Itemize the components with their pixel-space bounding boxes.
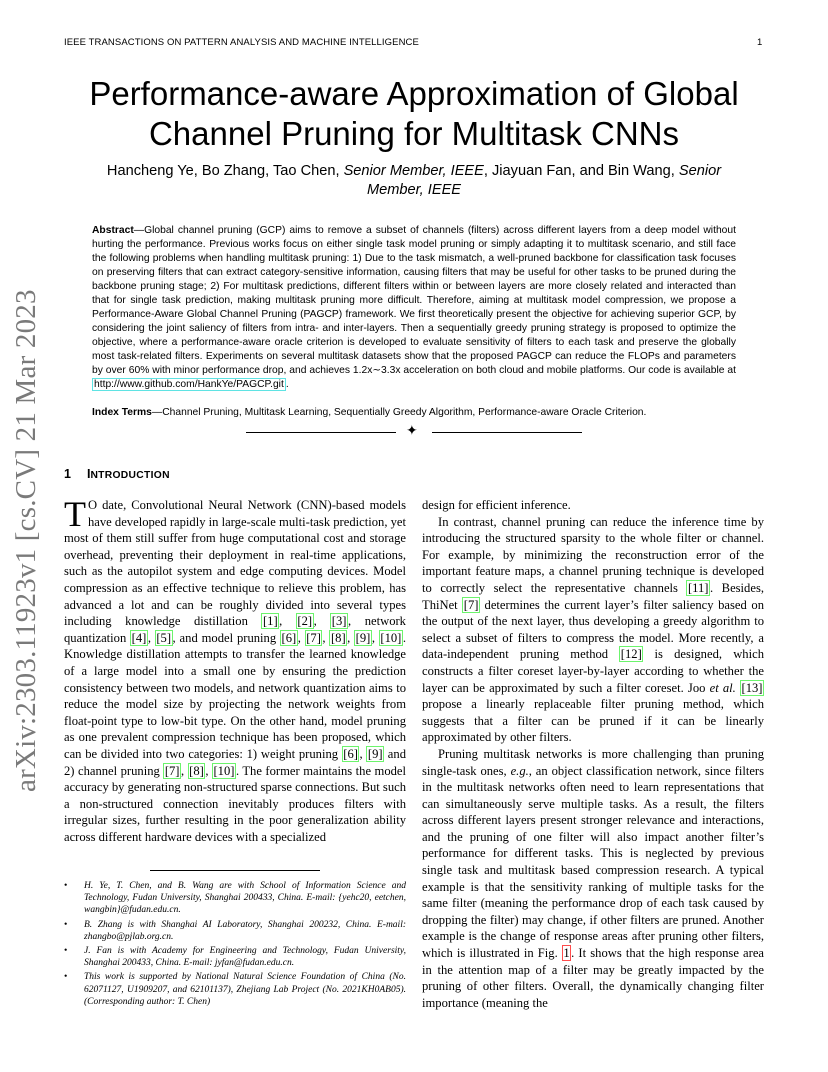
body-text: . Knowledge distillation attempts to transfer the learned knowledge of a large model into a small one by ensuring the prediction consistency between two models, and network quantization aims to reduce the model size by projecting the network weights from float-point type to low-bit type. On the other hand, model pruning as one prevalent compression technique has been proposed, which can be divided into two categories: 1) weight pruning — [64, 630, 407, 761]
body-text: In contrast, channel pruning can reduce the inference time by introducing the structured sparsity to the whole filter or channel. For example, by minimizing the reconstruction error of the important feature maps, a channel pruning technique is developed to correctly select the representative channels — [422, 514, 764, 595]
author-affil-b: Senior Member, IEEE — [366, 163, 722, 198]
citation-link[interactable]: [7] — [463, 597, 479, 612]
drop-cap: T — [64, 494, 86, 534]
continued-line: design for efficient inference. — [422, 498, 571, 512]
citation-link[interactable]: [1] — [262, 614, 278, 629]
body-text: O date, Convolutional Neural Network (CNN)-based models have developed rapidly in large-scale multi-task prediction, yet most of them still suffer from huge computational cost and storage overhead, preventing their deployment in real-time applications, such as the autopilot system and edge computing devices. Model compression as an effective technique to relieve this problem, has advanced a lot and can be roughly divided into several types including knowledge distillation — [64, 498, 406, 629]
author-list — [84, 162, 744, 200]
author-names-b: , Jiayuan Fan, and Bin Wang, — [483, 163, 679, 179]
citation-link[interactable]: [9] — [355, 630, 371, 645]
body-text: , — [147, 630, 155, 645]
body-text: , — [205, 763, 212, 778]
body-text: , — [347, 630, 355, 645]
section-initial: I — [86, 467, 91, 481]
citation-link[interactable]: [3] — [331, 614, 347, 629]
citation-link[interactable]: [13] — [741, 680, 763, 695]
body-text: , network quantization — [64, 614, 406, 645]
body-text: . The former maintains the model accuracy by generating non-structured sparse connections. But such a non-structured connection inevitably produces filters with irregular sizes, further resulting in the poor generalization ability across different hardware devices with a specialized — [64, 763, 407, 844]
body-text: , — [322, 630, 330, 645]
author-affil-a: Senior Member, IEEE — [343, 163, 484, 179]
abstract — [92, 224, 736, 392]
citation-link[interactable]: [10] — [380, 630, 402, 645]
footnote-item: • J. Fan is with Academy for Engineering and Technology, Fudan University, Shanghai 200433, China. E-mail: jyfan@fudan.edu.cn. — [64, 945, 406, 969]
intro-paragraph-3 — [422, 746, 764, 1012]
citation-link[interactable]: [11] — [687, 580, 709, 595]
body-text: . Besides, ThiNet — [422, 580, 764, 612]
intro-paragraph-1 — [64, 494, 407, 845]
footnote-item: • H. Ye, T. Chen, and B. Wang are with School of Information Science and Technology, Fudan University, Shanghai 200433, China. E-mail: {yehc20, eetchen, wangbin}@fudan.edu.cn. — [64, 880, 406, 917]
page-number: 1 — [757, 37, 763, 48]
body-text: , — [313, 614, 331, 629]
citation-link[interactable]: [10] — [213, 763, 235, 778]
section-number: 1 — [64, 467, 71, 481]
footnote-item: • B. Zhang is with Shanghai AI Laboratory, Shanghai 200232, China. E-mail: zhangbo@pjlab.org.cn. — [64, 919, 406, 943]
running-header: IEEE TRANSACTIONS ON PATTERN ANALYSIS AND MACHINE INTELLIGENCE — [64, 37, 419, 48]
et-al-text: et al. — [709, 680, 736, 695]
figure-link[interactable]: 1 — [563, 946, 570, 961]
footnote-item: • This work is supported by National Natural Science Foundation of China (No. 62071127, U1909207, and 62101137), Zhejiang Lab Project (No. 2021KH0AB05). (Corresponding author: T. Chen) — [64, 971, 406, 1008]
citation-link[interactable]: [7] — [306, 630, 321, 645]
intro-paragraph-2 — [422, 514, 764, 746]
abstract-label: Abstract — [92, 225, 134, 236]
citation-link[interactable]: [8] — [330, 630, 346, 645]
citation-link[interactable]: [5] — [156, 630, 172, 645]
citation-link[interactable]: [7] — [164, 763, 180, 778]
code-link[interactable]: http://www.github.com/HankYe/PAGCP.git — [94, 379, 284, 390]
citation-link[interactable]: [6] — [281, 630, 297, 645]
body-text: determines the current layer’s filter saliency based on the output of the next layer, thus developing a greedy algorithm to select a subset of filters to compress the model. More recently, a data-independent pruning method — [422, 597, 764, 662]
index-terms-text: —Channel Pruning, Multitask Learning, Sequentially Greedy Algorithm, Performance-aware Oracle Criterion. — [151, 407, 647, 418]
body-text: , — [371, 630, 379, 645]
arxiv-side-stamp: arXiv:2303.11923v1 [cs.CV] 21 Mar 2023 — [10, 289, 42, 792]
body-text: . It shows that the high response area in the attention map of a filter may be greatly impacted by the pruning of other filters. Overall, the dynamically changing filter importance (meaning the — [422, 946, 765, 1010]
footnote-rule — [150, 870, 320, 871]
abstract-text: —Global channel pruning (GCP) aims to remove a subset of channels (filters) across different layers from a deep model without hurting the performance. Previous works focus on either single task model pruning or simply adapting it to multitask scenario, and still face the following problems when handling multitask pruning: 1) Due to the task mismatch, a well-pruned backbone for classification task focuses on preserving filters that can extract category-sensitive information, causing filters that may be useful for other tasks to be pruned during the backbone pruning stage; 2) For multitask predictions, different filters within or between layers are more closely related and interacted than that for single task prediction, making multitask pruning more difficult. Therefore, aiming at multitask model compression, we propose a Performance-Aware Global Channel Pruning (PAGCP) framework. We first theoretically present the objective for achieving superior GCP, by considering the joint saliency of filters from intra- and inter-layers. Then a sequentially greedy pruning strategy is proposed to optimize the objective, where a performance-aware oracle criterion is developed to evaluate sensitivity of filters to each task and preserve the globally most task-related filters. Experiments on several multitask datasets show that the proposed PAGCP can reduce the FLOPs and parameters by over 60% with minor performance drop, and achieves 1.2x∼3.3x acceleration on both cloud and mobile platforms. Our code is available at — [92, 225, 736, 376]
body-text: , — [279, 614, 296, 629]
body-text: is designed, which constructs a filter coreset layer-by-layer according to whether the layer can be approximated by such a filter coreset. Joo — [422, 647, 764, 695]
section-heading — [64, 467, 170, 481]
abstract-end: . — [285, 379, 289, 390]
body-column-right — [422, 497, 764, 1011]
citation-link[interactable]: [8] — [189, 763, 204, 778]
index-terms-label: Index Terms — [92, 407, 152, 418]
body-text: Pruning multitask networks is more challenging than pruning single-task ones, — [422, 746, 764, 778]
citation-link[interactable]: [9] — [367, 746, 383, 761]
body-column-left — [64, 494, 407, 845]
citation-link[interactable]: [12] — [620, 647, 642, 662]
divider-left — [246, 432, 396, 433]
body-text: , and model pruning — [172, 630, 281, 645]
footnotes — [64, 880, 406, 1010]
citation-link[interactable]: [6] — [343, 746, 358, 761]
body-text: , an object classification network, since filters in the multitask networks often need to learn representations that can simultaneously serve multiple tasks. As a result, the filters across different layers present stronger relevance and interactions, and the pruning of one filter will also impact another filter’s performance for different tasks. This is neglected by previous single task and multitask based compression research. A typical example is that the sensitivity ranking of multiple tasks for the same filter (meaning the performance drop of each task caused by dropping the filter) may change, if other filters are pruned. Another example is the change of response areas after pruning other filters, which is illustrated in Fig. — [422, 763, 765, 961]
citation-link[interactable]: [2] — [297, 614, 313, 629]
body-text: and 2) channel pruning — [64, 746, 406, 778]
body-text: , — [181, 763, 188, 778]
citation-link[interactable]: [4] — [131, 630, 147, 645]
section-title-rest: NTRODUCTION — [90, 470, 170, 481]
divider-right — [432, 432, 582, 433]
body-text: , — [297, 630, 305, 645]
divider-ornament: ✦ — [406, 424, 418, 439]
body-text: propose a linearly replaceable filter pruning method, which suggests that a filter can be pruned if it can be linearly approximated by other filters. — [422, 697, 764, 745]
eg-text: e.g. — [510, 763, 529, 778]
body-text: , — [359, 746, 367, 761]
index-terms — [92, 406, 736, 420]
author-names-a: Hancheng Ye, Bo Zhang, Tao Chen, — [106, 163, 344, 179]
paper-title: Performance-aware Approximation of Global Channel Pruning for Multitask CNNs — [89, 75, 739, 152]
